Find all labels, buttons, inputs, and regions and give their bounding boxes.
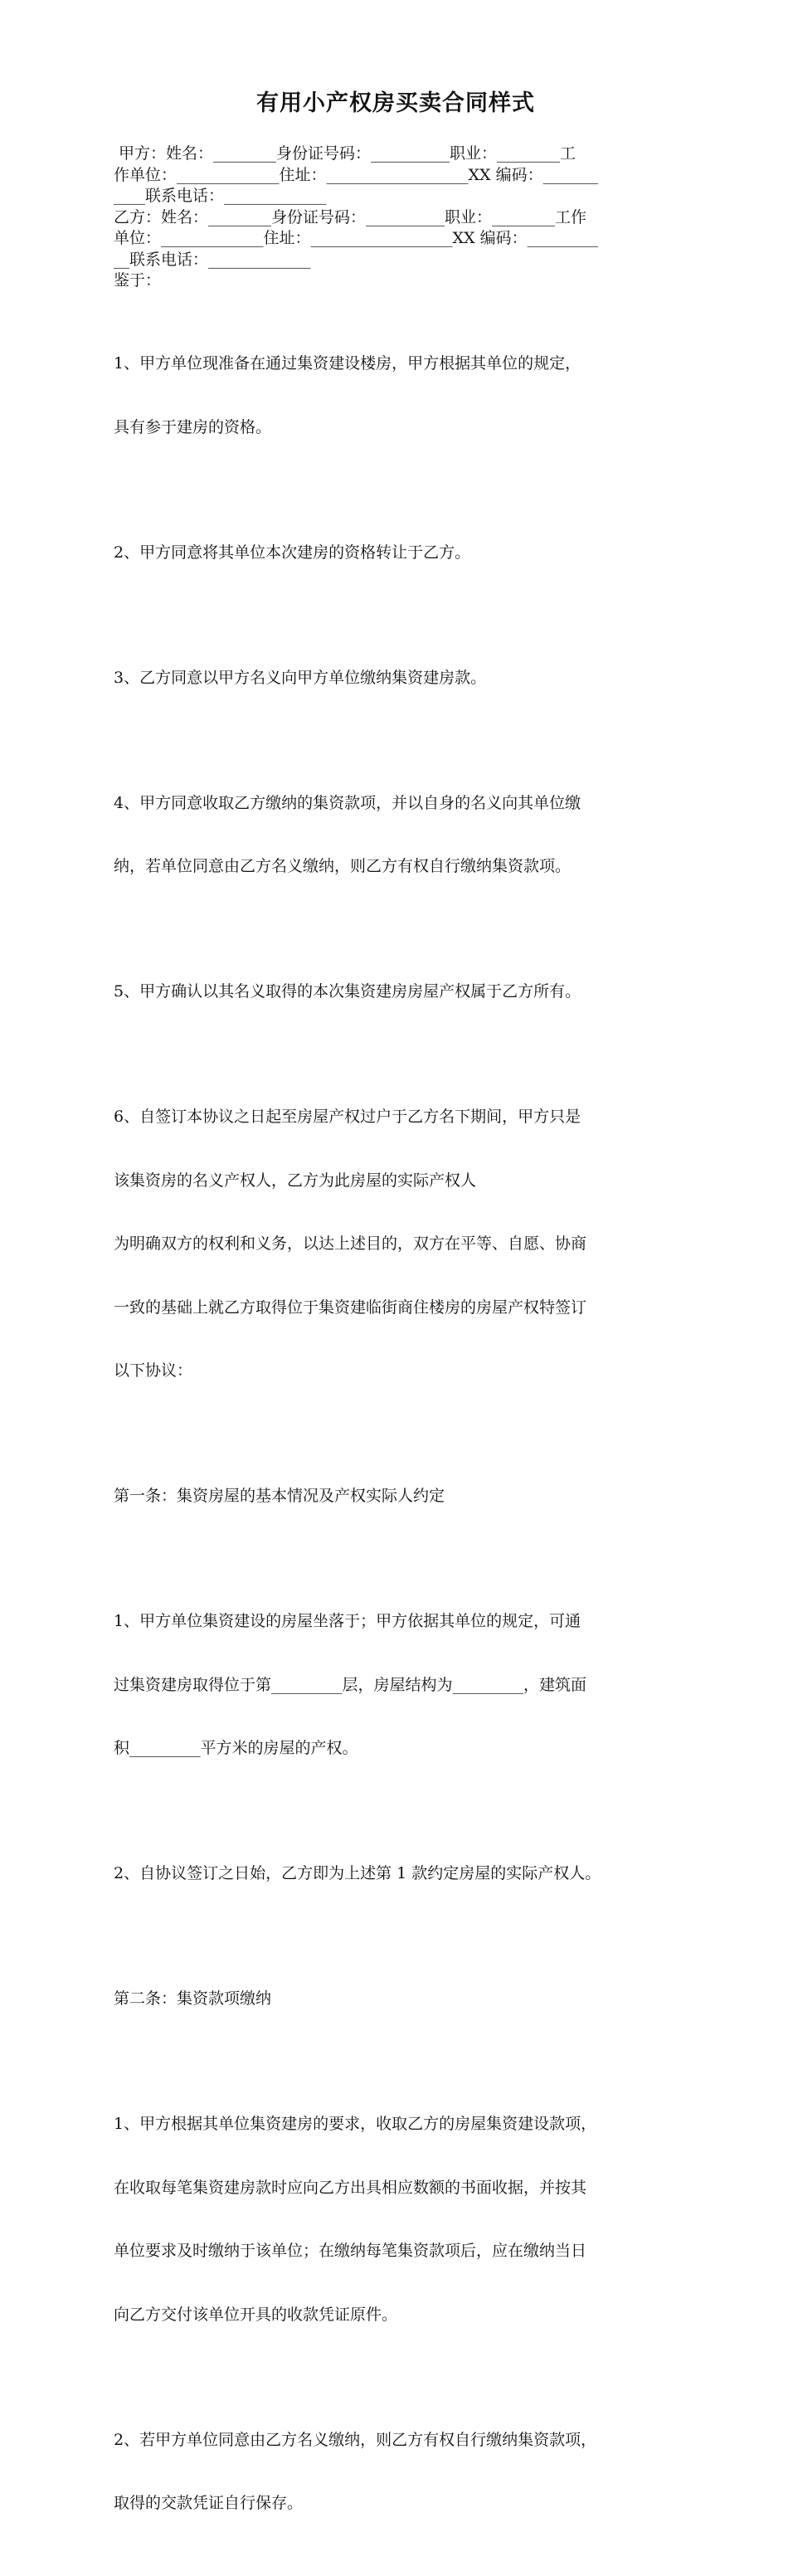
text-line: 在收取每笔集资建房款时应向乙方出具相应数额的书面收据，并按其 <box>114 2178 587 2197</box>
clause-paragraph <box>114 1821 678 1927</box>
header-line: __联系电话：_____________ <box>114 250 311 269</box>
header-line: 鉴于： <box>114 271 162 290</box>
clause-paragraph <box>114 751 678 920</box>
text-line: 一致的基础上就乙方取得位于集资建临街商住楼房的房屋产权特签订 <box>114 1298 587 1317</box>
text-line: 纳，若单位同意由乙方名义缴纳，则乙方有权自行缴纳集资款项。 <box>114 857 572 875</box>
clause-paragraph <box>114 626 678 732</box>
text-line: 6、自签订本协议之日起至房屋产权过户于乙方名下期间，甲方只是 <box>114 1108 581 1126</box>
text-line: 该集资房的名义产权人，乙方为此房屋的实际产权人 <box>114 1171 477 1190</box>
header-line: 乙方：姓名：________身份证号码：__________职业：________工作 <box>114 207 587 226</box>
text-line: 第一条：集资房屋的基本情况及产权实际人约定 <box>114 1487 445 1505</box>
text-line: 过集资建房取得位于第_________层，房屋结构为_________，建筑面 <box>114 1675 587 1694</box>
text-line: 取得的交款凭证自行保存。 <box>114 2494 304 2512</box>
header-line: 单位：_____________住址：__________________XX 编码：_________ <box>114 229 599 247</box>
clause-paragraph <box>114 2388 678 2557</box>
text-line: 1、甲方单位集资建设的房屋坐落于；甲方依据其单位的规定，可通 <box>114 1612 581 1630</box>
text-line: 向乙方交付该单位开具的收款凭证原件。 <box>114 2305 398 2324</box>
text-line: 2、若甲方单位同意由乙方名义缴纳，则乙方有权自行缴纳集资款项， <box>114 2430 597 2449</box>
header-line: ____联系电话：_____________ <box>114 187 327 205</box>
text-line: 2、自协议签订之日始，乙方即为上述第 1 款约定房屋的实际产权人。 <box>114 1864 601 1882</box>
header-line: 甲方：姓名：________身份证号码：__________职业：________工 <box>114 144 576 163</box>
text-line: 3、乙方同意以甲方名义向甲方单位缴纳集资建房款。 <box>114 668 487 687</box>
clause-paragraph <box>114 939 678 1045</box>
article-heading <box>114 1946 678 2053</box>
text-line: 具有参于建房的资格。 <box>114 417 272 436</box>
text-line: 1、甲方根据其单位集资建房的要求，收取乙方的房屋集资建设款项， <box>114 2115 597 2133</box>
header-line: 作单位：_____________住址：__________________XX 编码：_______ <box>114 165 599 184</box>
text-line: 以下协议： <box>114 1361 193 1380</box>
clause-paragraph <box>114 311 678 480</box>
text-line: 1、甲方单位现准备在通过集资建设楼房，甲方根据其单位的规定， <box>114 354 581 373</box>
text-line: 积_________平方米的房屋的产权。 <box>114 1739 358 1757</box>
parties-block <box>114 144 678 292</box>
text-line: 5、甲方确认以其名义取得的本次集资建房房屋产权属于乙方所有。 <box>114 982 581 1001</box>
document-page <box>114 87 678 2576</box>
clause-paragraph <box>114 1569 678 1802</box>
text-line: 第二条：集资款项缴纳 <box>114 1989 272 2008</box>
text-line: 为明确双方的权利和义务，以达上述目的，双方在平等、自愿、协商 <box>114 1234 587 1253</box>
clause-paragraph <box>114 500 678 606</box>
document-title: 有用小产权房买卖合同样式 <box>256 90 535 116</box>
text-line: 4、甲方同意收取乙方缴纳的集资款项，并以自身的名义向其单位缴 <box>114 793 581 812</box>
clause-paragraph <box>114 1064 678 1424</box>
article-heading <box>114 1444 678 1550</box>
text-line: 2、甲方同意将其单位本次建房的资格转让于乙方。 <box>114 543 471 562</box>
text-line: 单位要求及时缴纳于该单位；在缴纳每笔集资款项后，应在缴纳当日 <box>114 2242 587 2260</box>
clause-paragraph <box>114 2072 678 2368</box>
